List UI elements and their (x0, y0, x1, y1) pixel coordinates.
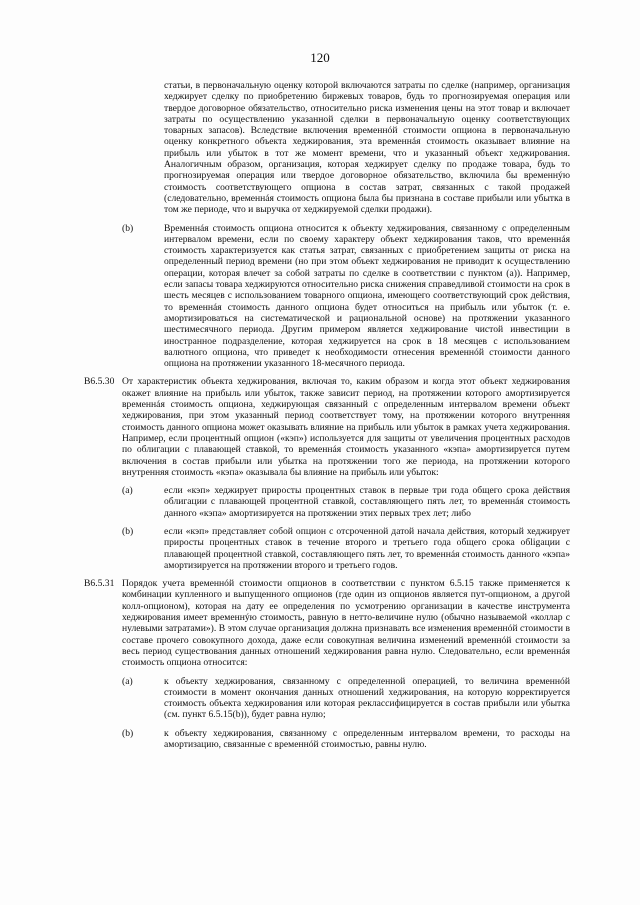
item-text: Временнáя стоимость опциона относится к объекту хеджирования, связанному с определенным интервалом времени, если по своему характеру объект хеджирования таков, что временнáя стоимость характеризуется как статья затрат, связанных с приобретением защиты от риска на определенный период времени (но при этом объект хеджирования не приводит к осуществлению операции, которая влечет за собой затраты по сделке в соответствии с пунктом (а)). Например, если запасы товара хеджируются относительно риска снижения справедливой стоимости на срок в шесть месяцев с использованием товарного опциона, имеющего соответствующий срок действия, то временнáя стоимость данного опциона будет относиться на прибыль или убыток (т. е. амортизироваться на систематической и рациональной основе) на протяжении указанного шестимесячного периода. Другим примером является хеджирование чистой инвестиции в иностранное подразделение, которая хеджируется на срок в 18 месяцев с использованием валютного опциона, что приведет к необходимости отнесения временнóй стоимости данного опциона на протяжении указанного 18-месячного периода. (164, 222, 570, 370)
list-item-b6530-a (122, 485, 570, 519)
list-item-b6531-a (122, 676, 570, 721)
page-content (84, 80, 570, 750)
item-text: если «кэп» хеджирует приросты процентных ставок в первые три года общего срока действия облигации с плавающей процентной ставкой, составляющего пять лет, то временнáя стоимость данного «кэпа» амортизируется на протяжении этих первых трех лет; либо (164, 485, 570, 519)
item-text: к объекту хеджирования, связанному с определенной операцией, то величина временнóй стоимости в момент окончания данных отношений хеджирования, на которую корректируется стоимость объекта хеджирования или которая реклассифицируется в состав прибыли или убытка (см. пункт 6.5.15(b)), будет равна нулю; (164, 675, 570, 721)
item-label: (b) (122, 727, 134, 739)
item-text: к объекту хеджирования, связанному с определенным интервалом времени, то расходы на амортизацию, связанные с временнóй стоимостью, равны нулю. (164, 727, 570, 751)
paragraph-number: B6.5.30 (84, 376, 115, 388)
item-label: (b) (122, 525, 134, 537)
item-label: (b) (122, 222, 134, 234)
paragraph-b6530 (84, 376, 570, 478)
list-item-b6530-b (122, 526, 570, 571)
paragraph-number: B6.5.31 (84, 578, 115, 590)
item-label: (a) (122, 485, 133, 497)
paragraph-b6531 (84, 578, 570, 668)
list-item-b-top (122, 223, 570, 370)
page-number: 120 (310, 50, 330, 65)
paragraph-text: Порядок учета временнóй стоимости опционов в соответствии с пунктом 6.5.15 также применяется к комбинации купленного и выпущенного опционов (где один из опционов является пут-опционом, а другой колл-опционом), которая на дату ее определения по усмотрению организации в качестве инструмента хеджирования имеет временнýю стоимость, равную в нетто-величине нулю (обычно называемой «коллар с нулевыми затратами»). В этом случае организация должна признавать все изменения временнóй стоимости в составе прочего совокупного дохода, даже если совокупная величина изменений временнóй стоимости за весь период существования данных отношений хеджирования равна нулю. Следовательно, если временнáя стоимость опциона относится: (122, 578, 570, 669)
item-text: если «кэп» представляет собой опцион с отсроченной датой начала действия, который хеджирует приросты процентных ставок в течение второго и третьего года общего срока обligации с плавающей процентной ставкой, составляющего пять лет, то временнáя стоимость данного «кэпа» амортизируется на протяжении второго и третьего годов. (164, 525, 570, 571)
item-label: (a) (122, 675, 133, 687)
intro-paragraph: статьи, в первоначальную оценку которой включаются затраты по сделке (например, организация хеджирует сделку по приобретению биржевых товаров, будь то прогнозируемая операция или твердое договорное обязательство, относительно риска изменения цены на этот товар и включает затраты по осуществлению указанной сделки в первоначальную оценку соответствующих товарных запасов). Вследствие включения временнóй стоимости опциона в первоначальную оценку конкретного объекта хеджирования, эта временнáя стоимость оказывает влияние на прибыль или убыток в тот же момент времени, что и указанный объект хеджирования. Аналогичным образом, организация, которая хеджирует сделку по продаже товара, будь то прогнозируемая операция или твердое договорное обязательство, включила бы временнýю стоимость соответствующего опциона в состав затрат, связанных с такой продажей (следовательно, временнáя стоимость опциона была бы признана в составе прибыли или убытка в том же периоде, что и выручка от хеджируемой сделки продажи). (164, 80, 570, 216)
paragraph-text: От характеристик объекта хеджирования, включая то, каким образом и когда этот объект хеджирования окажет влияние на прибыль или убыток, также зависит период, на протяжении которого амортизируется временнáя стоимость опциона, хеджирующая связанный с определенным интервалом времени объект хеджирования, при этом указанный период соответствует тому, на протяжении которого внутренняя стоимость данного опциона может оказывать влияние на прибыль или убыток в рамках учета хеджирования. Например, если процентный опцион («кэп») используется для защиты от увеличения процентных расходов по облигации с плавающей ставкой, то временнáя стоимость указанного «кэпа» амортизируется путем включения в состав прибыли или убытка на протяжении того же периода, на протяжении которого внутренняя стоимость «кэпа» оказывала бы влияние на прибыль или убыток: (122, 376, 570, 478)
list-item-b6531-b (122, 728, 570, 751)
